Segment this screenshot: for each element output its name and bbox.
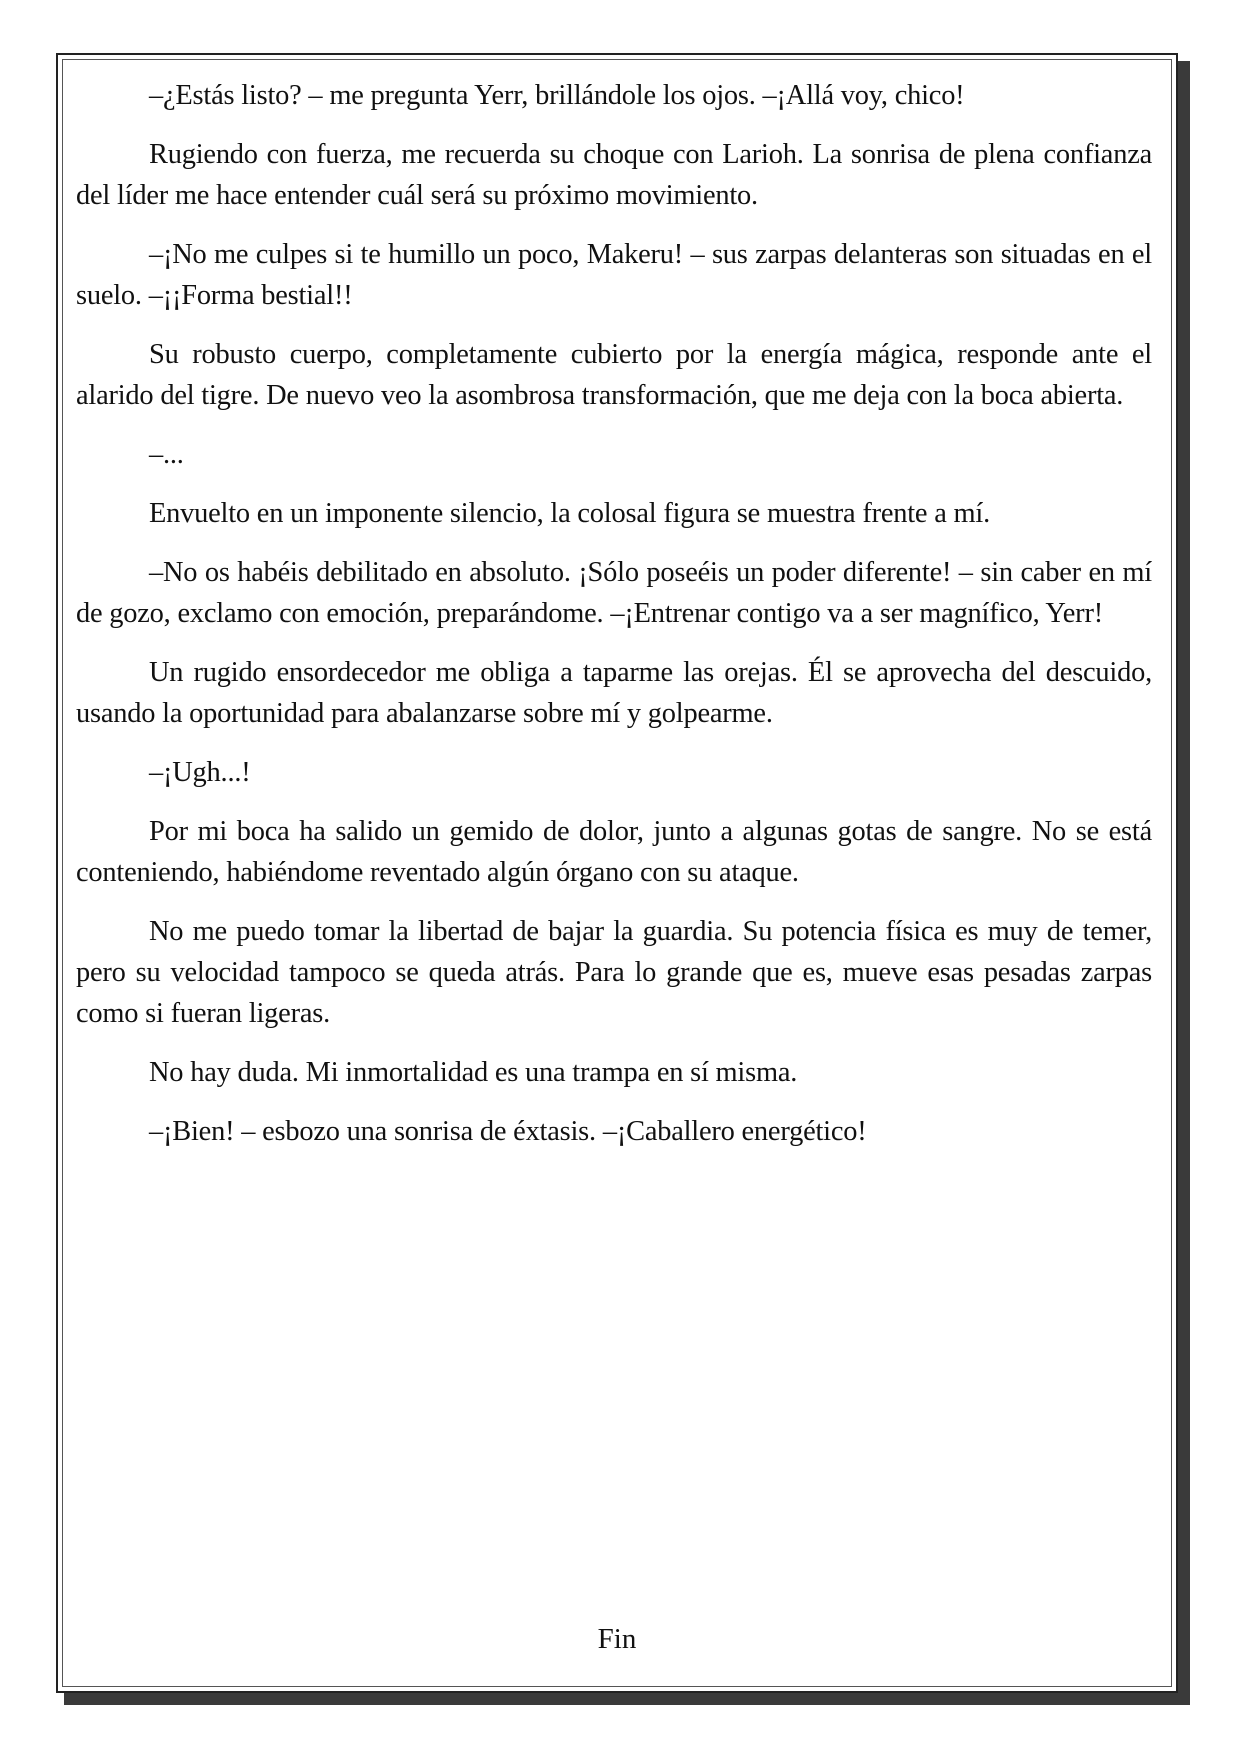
- paragraph: –¡Bien! – esbozo una sonrisa de éxtasis. –¡Caballero energético!: [149, 1116, 867, 1147]
- paragraph: –¡Ugh...!: [149, 757, 251, 788]
- body-text: [76, 75, 1152, 1170]
- page-border: [56, 53, 1178, 1693]
- paragraph: Envuelto en un imponente silencio, la colosal figura se muestra frente a mí.: [149, 498, 990, 529]
- paragraph: –...: [149, 439, 184, 470]
- paragraph: No hay duda. Mi inmortalidad es una trampa en sí misma.: [149, 1057, 798, 1088]
- paragraph: –¿Estás listo? – me pregunta Yerr, brillándole los ojos. –¡Allá voy, chico!: [149, 80, 965, 111]
- paragraph: –No os habéis debilitado en absoluto. ¡Sólo poseéis un poder diferente! – sin caber en mí de gozo, exclamo con emoción, preparándome. –¡Entrenar contigo va a ser magnífico, Yerr!: [76, 557, 1152, 629]
- end-marker: Fin: [597, 1623, 637, 1655]
- paragraph: Su robusto cuerpo, completamente cubierto por la energía mágica, responde ante el alarido del tigre. De nuevo veo la asombrosa transformación, que me deja con la boca abierta.: [76, 339, 1152, 411]
- paragraph: –¡No me culpes si te humillo un poco, Makeru! – sus zarpas delanteras son situadas en el suelo. –¡¡Forma bestial!!: [76, 239, 1152, 311]
- paragraph: Rugiendo con fuerza, me recuerda su choque con Larioh. La sonrisa de plena confianza del líder me hace entender cuál será su próximo movimiento.: [76, 139, 1152, 211]
- paragraph: Por mi boca ha salido un gemido de dolor, junto a algunas gotas de sangre. No se está conteniendo, habiéndome reventado algún órgano con su ataque.: [76, 816, 1152, 888]
- paragraph: Un rugido ensordecedor me obliga a taparme las orejas. Él se aprovecha del descuido, usando la oportunidad para abalanzarse sobre mí y golpearme.: [76, 657, 1152, 729]
- paragraph: No me puedo tomar la libertad de bajar la guardia. Su potencia física es muy de temer, pero su velocidad tampoco se queda atrás. Para lo grande que es, mueve esas pesadas zarpas como si fueran ligeras.: [76, 916, 1152, 1029]
